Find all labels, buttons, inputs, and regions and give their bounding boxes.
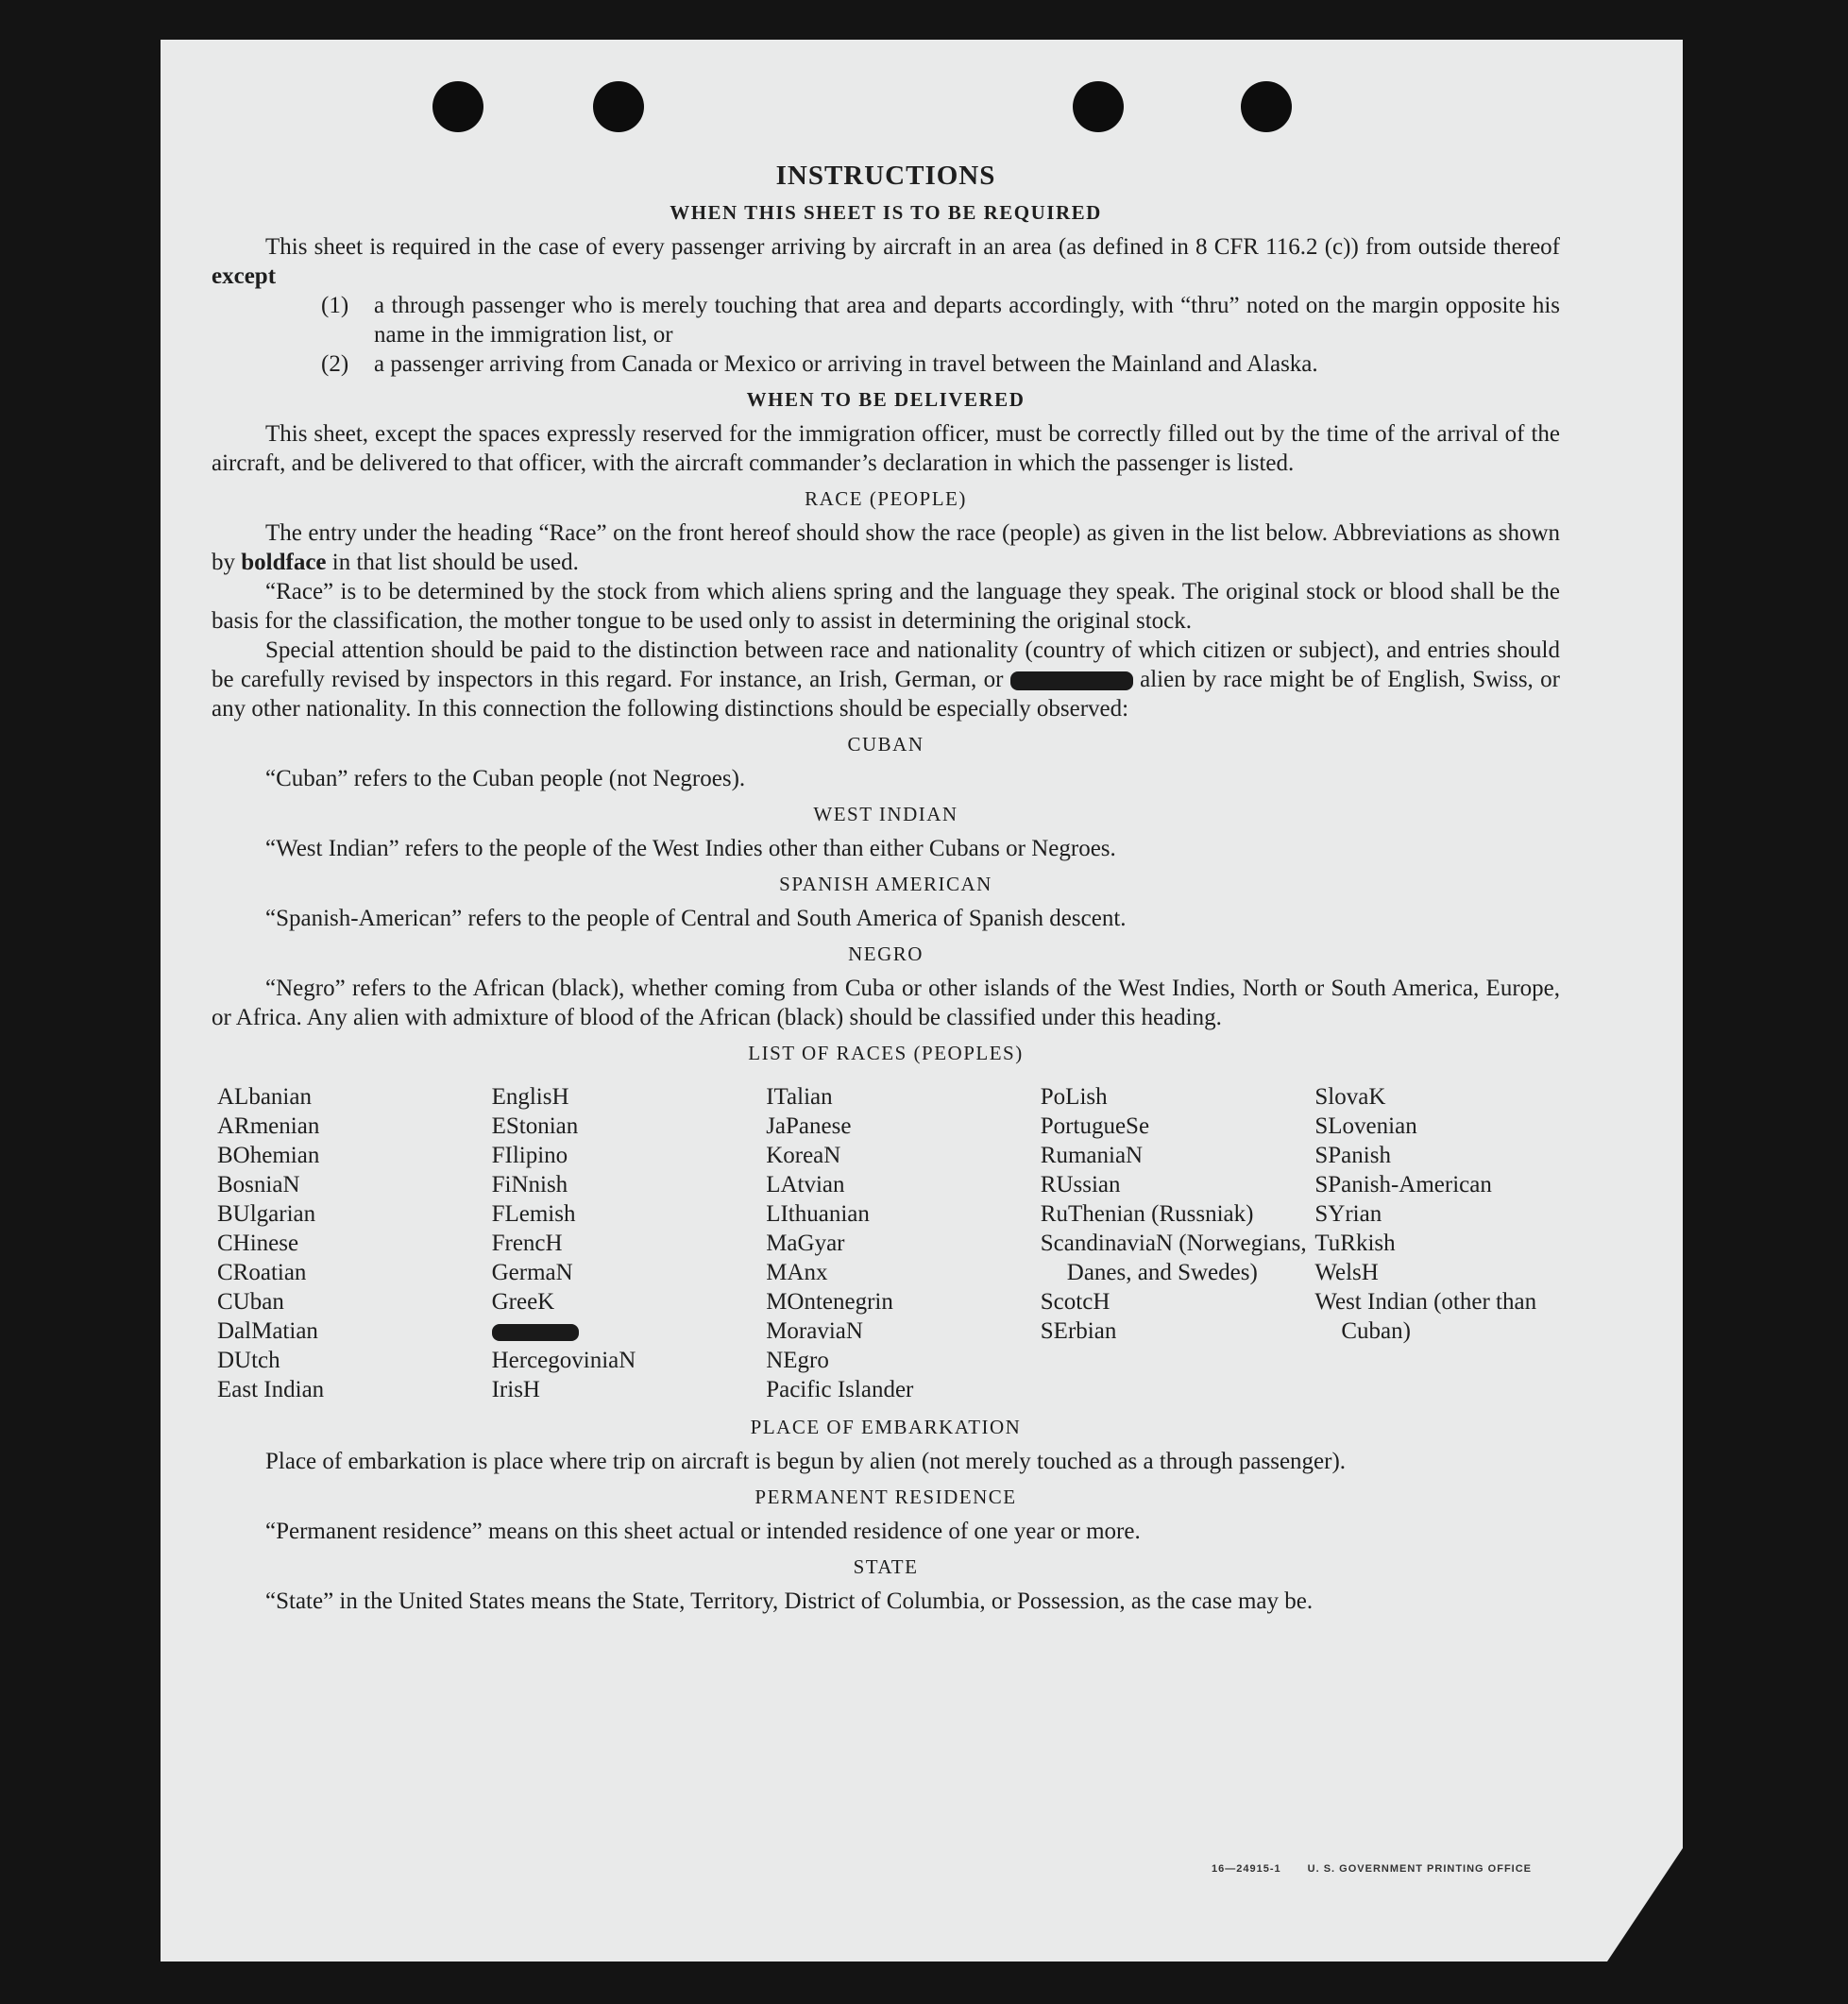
list-item: EnglisH (491, 1084, 569, 1110)
heading-state: STATE (853, 1555, 919, 1578)
punch-hole-1 (432, 81, 483, 132)
list-item: Pacific Islander (766, 1377, 914, 1402)
list-item: MoraviaN (766, 1318, 863, 1344)
list-item: ITalian (766, 1084, 833, 1110)
list-item: LIthuanian (766, 1201, 870, 1227)
para-residence: “Permanent residence” means on this sheet actual or intended residence of one year or more. (265, 1519, 1141, 1544)
races-col-4 (1041, 1082, 1315, 1404)
list-item: (1) a through passenger who is merely touching that area and departs accordingly, with “thru” noted on the margin opposite his name in the immigration list, or (321, 293, 1560, 348)
list-item: PoLish (1040, 1084, 1108, 1110)
punch-hole-2 (593, 81, 644, 132)
list-item: SlovaK (1314, 1084, 1386, 1110)
races-col-1 (217, 1082, 492, 1404)
footer-imprint (1185, 1863, 1532, 1875)
list-item: RumaniaN (1040, 1143, 1144, 1168)
list-item: PortugueSe (1040, 1113, 1150, 1139)
heading-west-indian: WEST INDIAN (813, 803, 958, 825)
list-item: RuThenian (Russniak) (1040, 1201, 1254, 1227)
list-item: West Indian (other than Cuban) (1314, 1289, 1537, 1344)
list-item: LAtvian (766, 1172, 845, 1197)
list-item: MAnx (766, 1260, 828, 1285)
list-item: NEgro (766, 1348, 829, 1373)
heading-residence: PERMANENT RESIDENCE (754, 1486, 1017, 1508)
list-item: ScotcH (1040, 1289, 1110, 1315)
para-state: “State” in the United States means the State, Territory, District of Columbia, or Possession, as the case may be. (265, 1588, 1314, 1614)
redaction-mark-row (492, 1316, 767, 1346)
list-item: BOhemian (217, 1143, 320, 1168)
para-race-1: The entry under the heading “Race” on the front hereof should show the race (people) as given in the list below. Abbreviations as shown by boldface in that list should be used. (212, 520, 1560, 575)
para-race-2: “Race” is to be determined by the stock from which aliens spring and the language they speak. The original stock or blood shall be the basis for the classification, the mother tongue to be used only to assist in determining the original stock. (212, 579, 1560, 634)
heading-race: RACE (PEOPLE) (805, 487, 967, 510)
list-item: ALbanian (217, 1084, 312, 1110)
list-item: FIlipino (491, 1143, 568, 1168)
list-item: SPanish-American (1314, 1172, 1492, 1197)
list-item: SErbian (1040, 1318, 1117, 1344)
list-item: East Indian (217, 1377, 325, 1402)
heading-cuban: CUBAN (847, 733, 924, 756)
list-item: FrencH (491, 1231, 563, 1256)
para-west-indian: “West Indian” refers to the people of the West Indies other than either Cubans or Negroes. (265, 836, 1116, 861)
list-item: CRoatian (217, 1260, 307, 1285)
list-item: ScandinaviaN (Norwegians, Danes, and Swedes) (1040, 1231, 1307, 1285)
heading-when-delivered: WHEN TO BE DELIVERED (746, 388, 1026, 411)
races-col-5 (1314, 1082, 1560, 1404)
heading-negro: NEGRO (848, 943, 924, 965)
document-sheet (161, 40, 1683, 1962)
printer-name: U. S. GOVERNMENT PRINTING OFFICE (1307, 1863, 1532, 1875)
para-race-3: Special attention should be paid to the distinction between race and nationality (country of which citizen or subject), and entries should be carefully revised by inspectors in this regard. For instance, an Irish, German, or alien by race might be of English, Swiss, or any other nationality. In this connection the following distinctions should be especially observed: (212, 637, 1560, 722)
list-item: MOntenegrin (766, 1289, 893, 1315)
races-col-2 (492, 1082, 767, 1404)
races-table (217, 1082, 1560, 1404)
heading-list-of-races: LIST OF RACES (PEOPLES) (748, 1042, 1024, 1064)
para-negro: “Negro” refers to the African (black), whether coming from Cuba or other islands of the West Indies, North or South America, Europe, or Africa. Any alien with admixture of blood of the African (black) should be classified under this heading. (212, 976, 1560, 1030)
punch-hole-4 (1241, 81, 1292, 132)
para-spanish-american: “Spanish-American” refers to the people of Central and South America of Spanish descent. (265, 906, 1127, 931)
list-item: BUlgarian (217, 1201, 316, 1227)
heading-spanish-american: SPANISH AMERICAN (779, 873, 992, 895)
para-required: This sheet is required in the case of every passenger arriving by aircraft in an area (as defined in 8 CFR 116.2 (c)) from outside thereof except (212, 234, 1560, 289)
page-title: INSTRUCTIONS (775, 161, 996, 191)
list-item: CHinese (217, 1231, 299, 1256)
list-item: HercegoviniaN (491, 1348, 636, 1373)
list-item: KoreaN (766, 1143, 841, 1168)
list-item: GreeK (491, 1289, 555, 1315)
list-item: ARmenian (217, 1113, 320, 1139)
list-item: GermaN (491, 1260, 573, 1285)
list-item: SYrian (1314, 1201, 1382, 1227)
list-item: (2) a passenger arriving from Canada or Mexico or arriving in travel between the Mainland and Alaska. (321, 351, 1318, 377)
list-item: SPanish (1314, 1143, 1391, 1168)
para-delivered: This sheet, except the spaces expressly reserved for the immigration officer, must be correctly filled out by the time of the arrival of the aircraft, and be delivered to that officer, with the aircraft commander’s declaration in which the passenger is listed. (212, 421, 1560, 476)
list-item: FiNnish (491, 1172, 568, 1197)
races-col-3 (766, 1082, 1041, 1404)
list-item: FLemish (491, 1201, 576, 1227)
list-item: MaGyar (766, 1231, 845, 1256)
form-number: 16—24915-1 (1212, 1863, 1281, 1875)
list-item: BosniaN (217, 1172, 300, 1197)
para-embarkation: Place of embarkation is place where trip on aircraft is begun by alien (not merely touched as a through passenger). (265, 1449, 1347, 1474)
folded-corner (1607, 1848, 1683, 1962)
heading-embarkation: PLACE OF EMBARKATION (750, 1416, 1022, 1438)
redaction-mark (492, 1324, 579, 1341)
list-item: DUtch (217, 1348, 280, 1373)
list-item: TuRkish (1314, 1231, 1396, 1256)
list-item: CUban (217, 1289, 284, 1315)
redaction-mark (1010, 671, 1133, 690)
list-item: JaPanese (766, 1113, 852, 1139)
list-item: DalMatian (217, 1318, 318, 1344)
list-item: WelsH (1314, 1260, 1379, 1285)
list-item: EStonian (491, 1113, 579, 1139)
list-item: IrisH (491, 1377, 540, 1402)
punch-hole-3 (1073, 81, 1124, 132)
except-word: except (212, 263, 277, 289)
list-item: RUssian (1040, 1172, 1121, 1197)
list-item: SLovenian (1314, 1113, 1417, 1139)
para-cuban: “Cuban” refers to the Cuban people (not Negroes). (265, 766, 746, 791)
heading-when-required: WHEN THIS SHEET IS TO BE REQUIRED (670, 201, 1102, 224)
